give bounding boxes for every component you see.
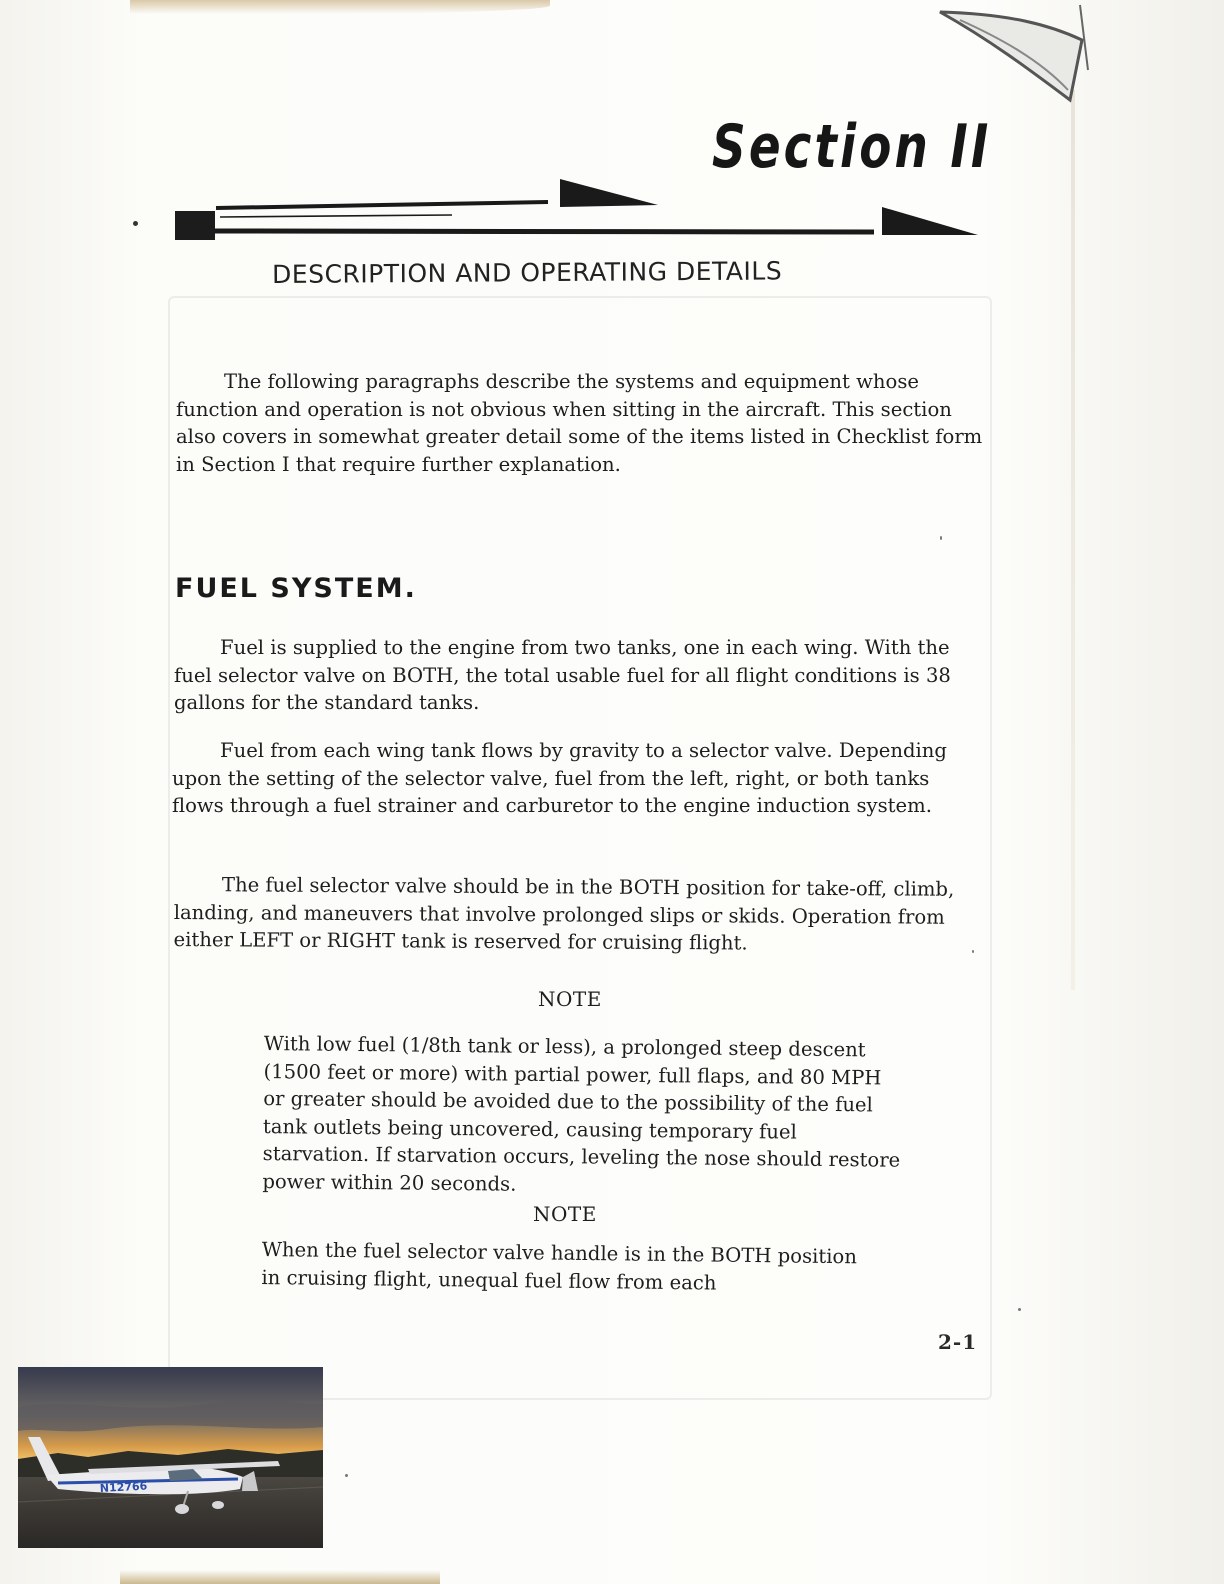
note-text: When the fuel selector valve handle is in the BOTH position in cruising flight, unequal fuel flow from each (261, 1237, 858, 1295)
dust-speck (940, 536, 942, 540)
section-title: Section II (712, 112, 992, 182)
aircraft-tail-number: N12766 (99, 1479, 148, 1495)
fuel-system-heading: FUEL SYSTEM. (175, 573, 417, 604)
fuel-paragraph: The fuel selector valve should be in the BOTH position for take-off, climb, landing, and maneuvers that involve prolonged slips or skids. Operation from either LEFT or RIGHT tank is reserved for cruising flight. (173, 873, 955, 955)
fuel-paragraph: Fuel from each wing tank flows by gravity to a selector valve. Depending upon the setting of the selector valve, fuel from the left, right, or both tanks flows through a fuel strainer and carburetor to the engine induction system. (172, 739, 947, 817)
section-rule-graphic (170, 175, 982, 243)
aircraft-photo-image (18, 1367, 323, 1548)
folded-corner (930, 0, 1090, 110)
page-number: 2-1 (938, 1330, 978, 1354)
note-label: NOTE (538, 987, 602, 1011)
dust-speck (972, 950, 974, 953)
note-label: NOTE (533, 1202, 597, 1226)
note-text: With low fuel (1/8th tank or less), a prolonged steep descent (1500 feet or more) with partial power, full flaps, and 80 MPH or greater should be avoided due to the possibility of the fuel tank outlets being uncovered, causing temporary fuel starvation. If starvation occurs, leveling the nose should restore power within 20 seconds. (262, 1031, 901, 1196)
page-subtitle: DESCRIPTION AND OPERATING DETAILS (272, 256, 783, 289)
dust-speck (345, 1474, 348, 1477)
intro-paragraph: The following paragraphs describe the systems and equipment whose function and operation is not obvious when sitting in the aircraft. This section also covers in somewhat greater detail some of the items listed in Checklist form in Section I that require further explanation. (176, 370, 983, 476)
stray-mark (133, 221, 138, 226)
dust-speck (1018, 1308, 1021, 1311)
fuel-paragraph: Fuel is supplied to the engine from two tanks, one in each wing. With the fuel selector valve on BOTH, the total usable fuel for all flight conditions is 38 gallons for the standard tanks. (174, 636, 951, 714)
paper-edge-right (1071, 90, 1075, 990)
paper-curl-bottom (120, 1570, 440, 1584)
aircraft-photo (18, 1367, 323, 1548)
